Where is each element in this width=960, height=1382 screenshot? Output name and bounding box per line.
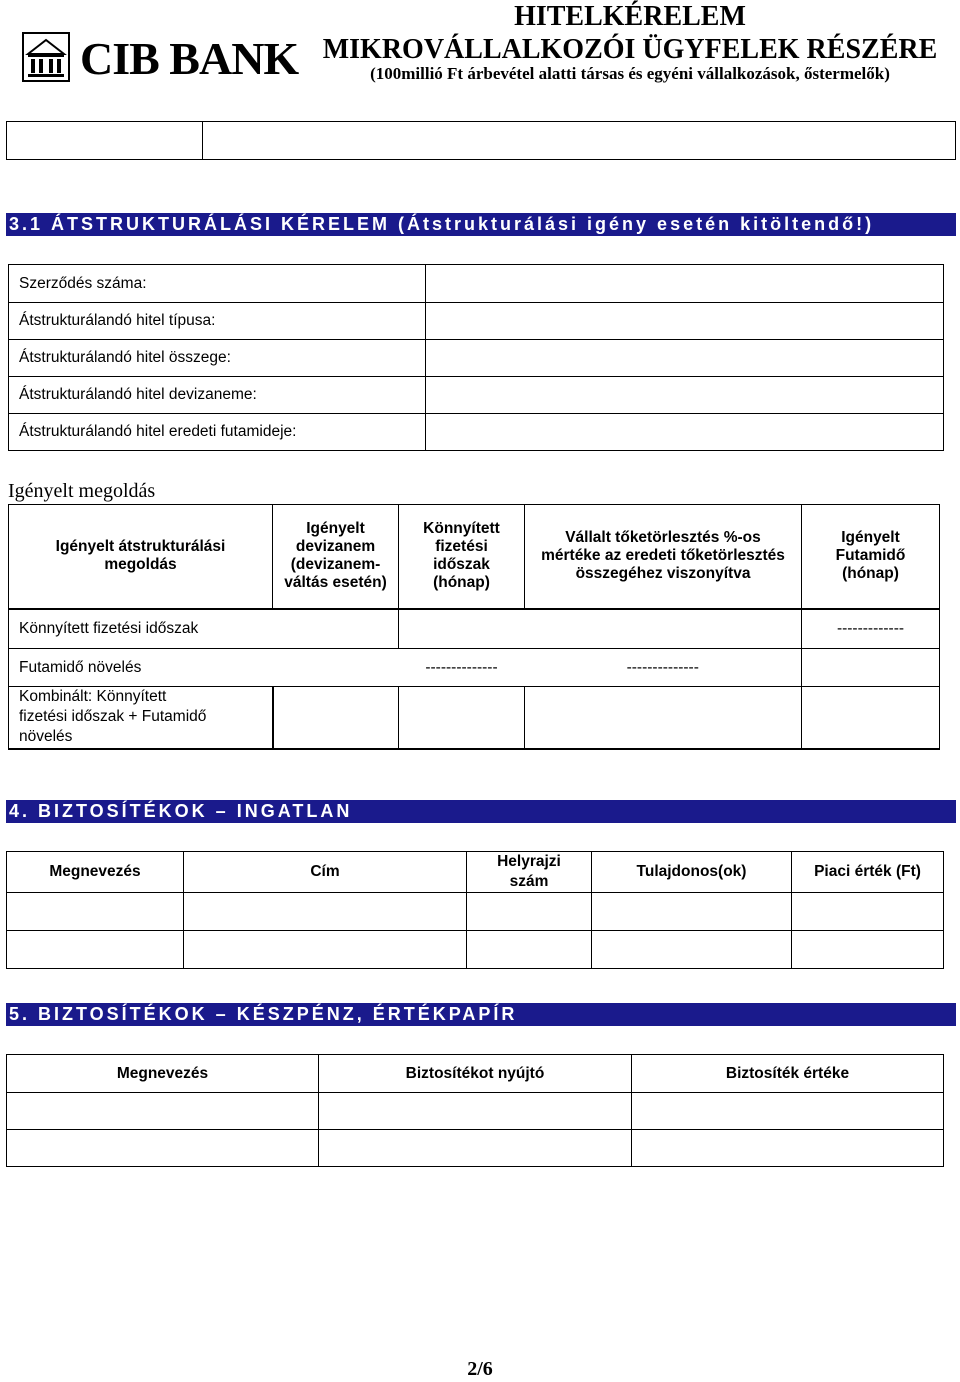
applicant-box xyxy=(6,121,956,160)
col-header-name: Megnevezés xyxy=(7,852,184,893)
real-estate-cell[interactable] xyxy=(792,893,944,931)
real-estate-cell[interactable] xyxy=(7,893,184,931)
col-header-market-value: Piaci érték (Ft) xyxy=(792,852,944,893)
cell-combined-grace[interactable] xyxy=(399,687,525,749)
cell-term-grace-dash: -------------- xyxy=(399,649,525,687)
page-subtitle-note: (100millió Ft árbevétel alatti társas és egyéni vállalkozások, őstermelők) xyxy=(370,64,890,83)
col-header-currency: Igényelt devizanem (devizanem-váltás esetén) xyxy=(273,505,399,609)
real-estate-cell[interactable] xyxy=(184,893,467,931)
col-header-parcel-number: Helyrajzi szám xyxy=(467,852,592,893)
col-header-address: Cím xyxy=(184,852,467,893)
applicant-input[interactable] xyxy=(203,122,955,159)
real-estate-cell[interactable] xyxy=(467,931,592,969)
cell-combined-currency[interactable] xyxy=(273,687,399,749)
field-input-contract-number[interactable] xyxy=(426,265,944,303)
cib-bank-logo xyxy=(22,32,299,84)
section-4-header: 4. BIZTOSÍTÉKOK – INGATLAN xyxy=(6,800,956,823)
field-input-loan-type[interactable] xyxy=(426,303,944,340)
cell-grace-term-dash: ------------- xyxy=(802,609,940,649)
cell-grace-period[interactable] xyxy=(399,609,802,649)
field-input-loan-currency[interactable] xyxy=(426,377,944,414)
real-estate-cell[interactable] xyxy=(592,931,792,969)
col-header-term: Igényelt Futamidő (hónap) xyxy=(802,505,940,609)
cash-securities-collateral-table xyxy=(6,1054,944,1167)
cash-collateral-cell[interactable] xyxy=(7,1093,319,1130)
col-header-grace-period: Könnyített fizetési időszak (hónap) xyxy=(399,505,525,609)
real-estate-cell[interactable] xyxy=(7,931,184,969)
cash-collateral-cell[interactable] xyxy=(319,1130,632,1167)
real-estate-collateral-table xyxy=(6,851,944,969)
page-title: HITELKÉRELEM xyxy=(514,1,746,32)
cash-collateral-cell[interactable] xyxy=(319,1093,632,1130)
field-input-loan-term[interactable] xyxy=(426,414,944,451)
real-estate-cell[interactable] xyxy=(592,893,792,931)
section-5-header: 5. BIZTOSÍTÉKOK – KÉSZPÉNZ, ÉRTÉKPAPÍR xyxy=(6,1003,956,1026)
cash-collateral-cell[interactable] xyxy=(7,1130,319,1167)
bank-building-icon xyxy=(22,32,70,82)
cell-term-months[interactable] xyxy=(802,649,940,687)
col-header-solution: Igényelt átstrukturálási megoldás xyxy=(9,505,273,609)
cell-term-currency[interactable] xyxy=(273,649,399,687)
cell-combined-term[interactable] xyxy=(802,687,940,749)
col-header-provider: Biztosítékot nyújtó xyxy=(319,1055,632,1093)
real-estate-cell[interactable] xyxy=(184,931,467,969)
field-label-contract-number: Szerződés száma: xyxy=(9,265,426,303)
field-label-loan-amount: Átstrukturálandó hitel összege: xyxy=(9,340,426,377)
restructuring-fields-table xyxy=(8,264,944,451)
solution-table xyxy=(8,504,940,750)
col-header-name: Megnevezés xyxy=(7,1055,319,1093)
field-input-loan-amount[interactable] xyxy=(426,340,944,377)
row-label-grace-period: Könnyített fizetési időszak xyxy=(9,609,399,649)
field-label-loan-currency: Átstrukturálandó hitel devizaneme: xyxy=(9,377,426,414)
cash-collateral-cell[interactable] xyxy=(632,1130,944,1167)
page-number: 2/6 xyxy=(467,1358,493,1380)
row-label-term-extension: Futamidő növelés xyxy=(9,649,273,687)
col-header-owners: Tulajdonos(ok) xyxy=(592,852,792,893)
col-header-repayment-percent: Vállalt tőketörlesztés %-os mértéke az eredeti tőketörlesztés összegéhez viszonyítva xyxy=(525,505,802,609)
solution-heading: Igényelt megoldás xyxy=(8,480,156,502)
field-label-loan-type: Átstrukturálandó hitel típusa: xyxy=(9,303,426,340)
row-label-combined: Kombinált: Könnyített fizetési időszak + Futamidő növelés xyxy=(9,687,273,749)
section-3-1-header: 3.1 ÁTSTRUKTURÁLÁSI KÉRELEM (Átstrukturálási igény esetén kitöltendő!) xyxy=(6,213,956,236)
page-subtitle: MIKROVÁLLALKOZÓI ÜGYFELEK RÉSZÉRE xyxy=(322,34,938,65)
cell-combined-repay[interactable] xyxy=(525,687,802,749)
logo-text: CIB BANK xyxy=(80,33,299,84)
cell-term-repay-dash: -------------- xyxy=(525,649,802,687)
real-estate-cell[interactable] xyxy=(467,893,592,931)
real-estate-cell[interactable] xyxy=(792,931,944,969)
cash-collateral-cell[interactable] xyxy=(632,1093,944,1130)
col-header-value: Biztosíték értéke xyxy=(632,1055,944,1093)
field-label-loan-term: Átstrukturálandó hitel eredeti futamideje: xyxy=(9,414,426,451)
